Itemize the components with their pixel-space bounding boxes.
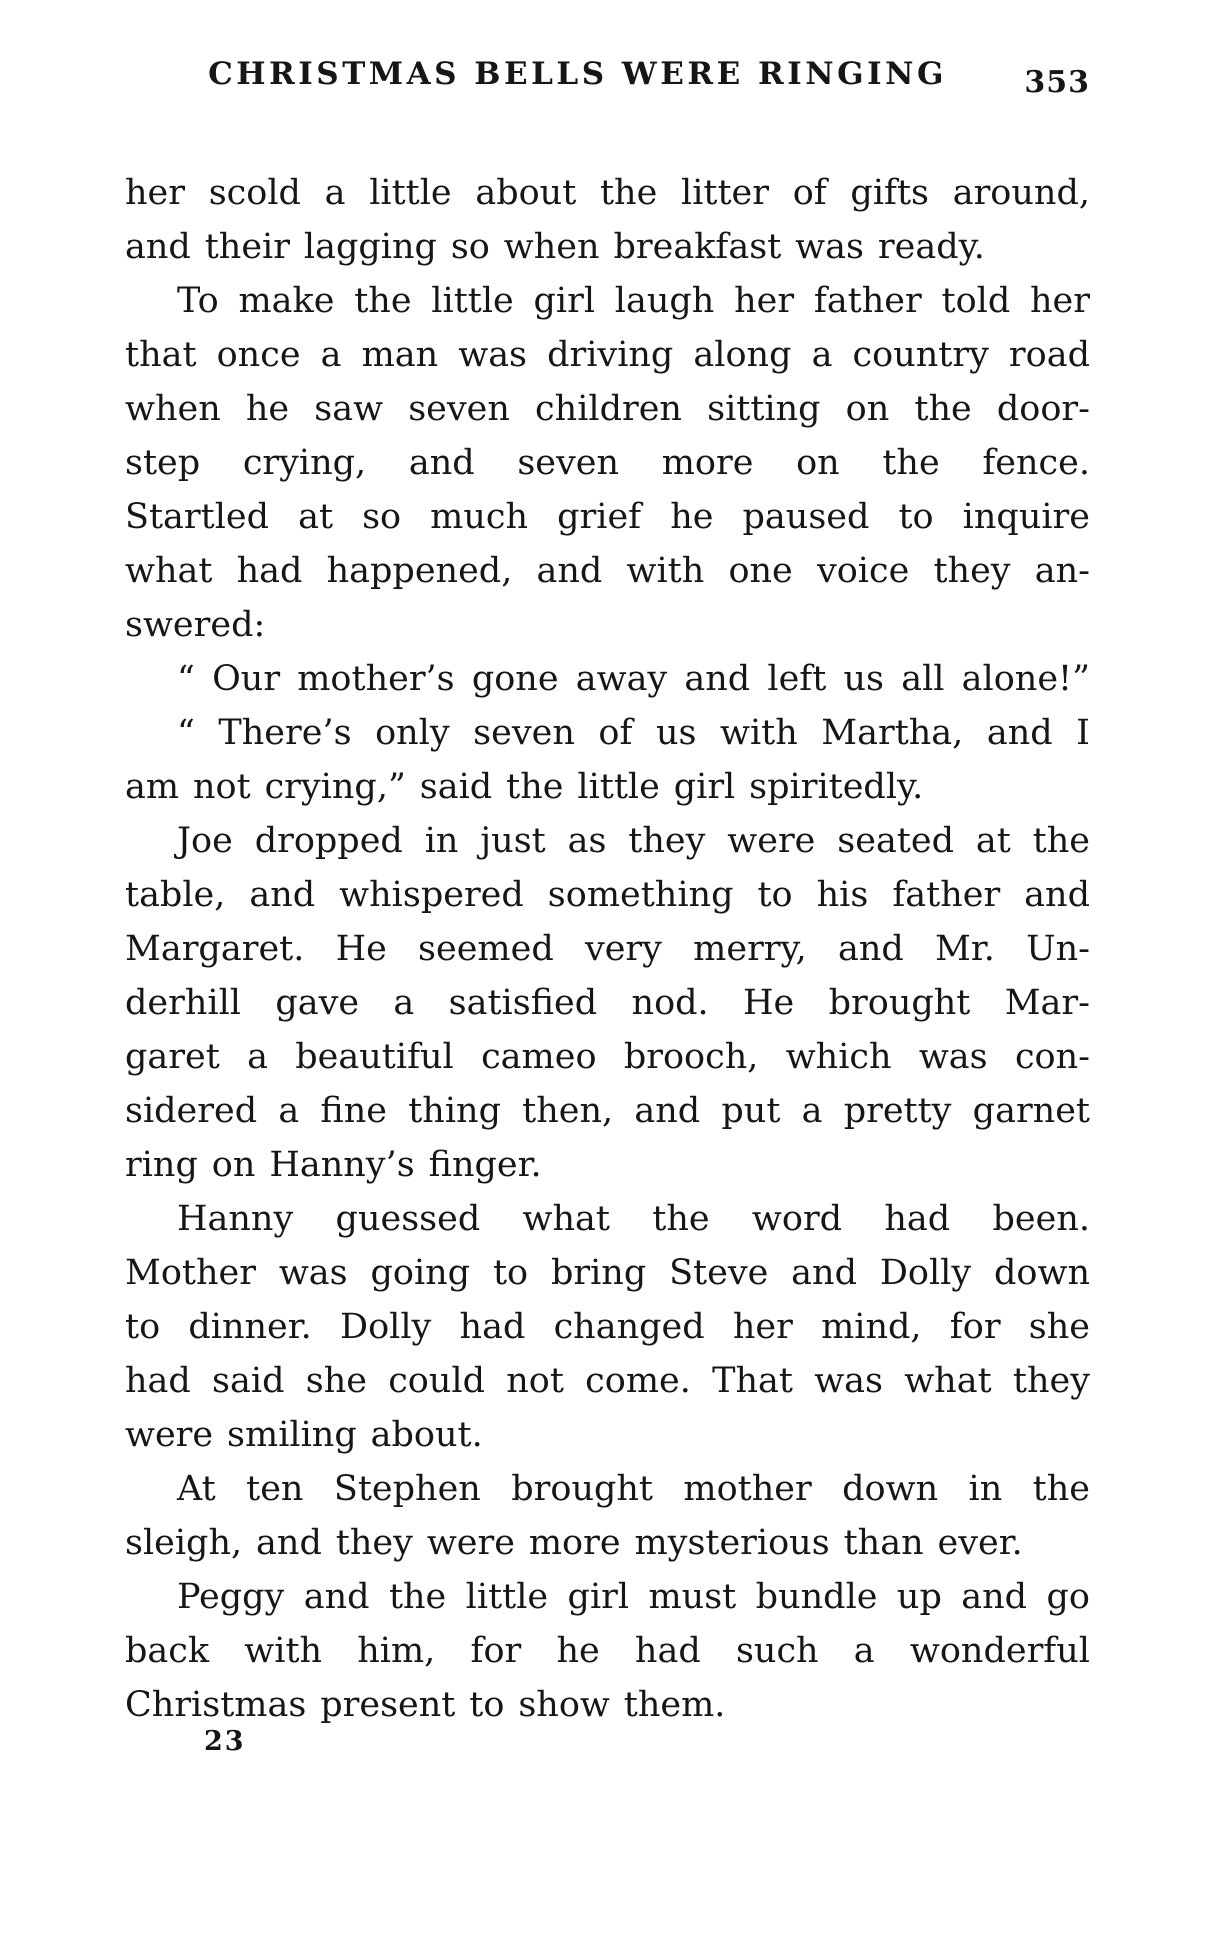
text-line: her scold a little about the litter of gifts around, [125, 173, 1090, 213]
text-line: sleigh, and they were more mysterious than ever. [125, 1523, 1023, 1563]
chapter-title: CHRISTMAS BELLS WERE RINGING [208, 56, 947, 92]
text-line: “ There’s only seven of us with Martha, and I [177, 713, 1090, 753]
text-line: had said she could not come. That was what they [125, 1361, 1090, 1401]
text-line: Joe dropped in just as they were seated at the [177, 821, 1090, 861]
text-line: Hanny guessed what the word had been. [177, 1199, 1090, 1239]
body-text [125, 166, 1090, 1732]
text-line: ring on Hanny’s finger. [125, 1145, 542, 1185]
page-number: 353 [1024, 65, 1090, 100]
text-line: were smiling about. [125, 1415, 483, 1455]
text-line: sidered a fine thing then, and put a pretty garnet [125, 1091, 1090, 1131]
text-line: Mother was going to bring Steve and Dolly down [125, 1253, 1090, 1293]
text-line: step crying, and seven more on the fence. [125, 443, 1090, 483]
text-line: what had happened, and with one voice they an- [125, 551, 1090, 591]
text-line: and their lagging so when breakfast was ready. [125, 227, 985, 267]
text-line: Peggy and the little girl must bundle up and go [177, 1577, 1090, 1617]
text-line: to dinner. Dolly had changed her mind, for she [125, 1307, 1090, 1347]
text-line: Margaret. He seemed very merry, and Mr. Un- [125, 929, 1090, 969]
text-line: “ Our mother’s gone away and left us all alone!” [177, 659, 1090, 699]
text-line: At ten Stephen brought mother down in the [177, 1469, 1090, 1509]
text-line: derhill gave a satisfied nod. He brought Mar- [125, 983, 1090, 1023]
text-line: am not crying,” said the little girl spiritedly. [125, 767, 924, 807]
running-head [125, 56, 1090, 112]
text-line: Christmas present to show them. [125, 1685, 726, 1725]
text-line: table, and whispered something to his father and [125, 875, 1090, 915]
text-line: that once a man was driving along a country road [125, 335, 1090, 375]
text-line: when he saw seven children sitting on the door- [125, 389, 1090, 429]
text-line: garet a beautiful cameo brooch, which was con- [125, 1037, 1090, 1077]
text-line: To make the little girl laugh her father told her [177, 281, 1090, 321]
signature-mark: 23 [204, 1726, 246, 1757]
text-line: Startled at so much grief he paused to inquire [125, 497, 1090, 537]
text-line: swered: [125, 605, 266, 645]
text-line: back with him, for he had such a wonderful [125, 1631, 1090, 1671]
